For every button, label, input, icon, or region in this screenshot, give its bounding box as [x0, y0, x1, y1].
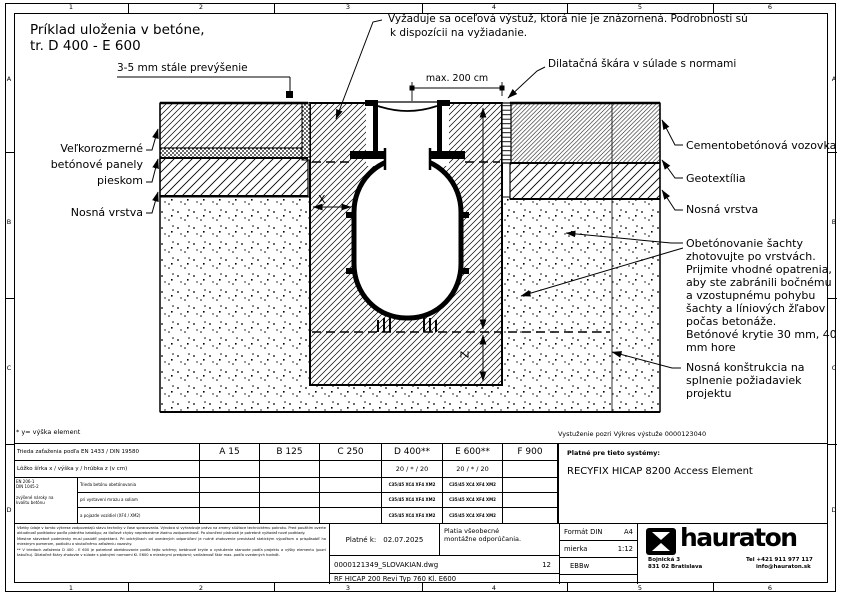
ruler-col: 2 — [198, 584, 204, 592]
label-geotextile: Geotextília — [686, 172, 746, 185]
label-base-right: Nosná vrstva — [686, 203, 759, 216]
dim-label-z: Z — [458, 350, 472, 359]
table-empty-cell — [260, 478, 320, 493]
company-contact — [746, 557, 813, 571]
table-empty-cell — [320, 493, 382, 508]
format-label: Formát DIN — [564, 528, 603, 536]
concrete-value-e600: C35/45 XC4 XF4 XM2 — [443, 478, 503, 493]
label-panels-line2: betónové panely — [50, 158, 143, 171]
concrete-standard-line2: DIN 1045-2 — [16, 484, 39, 489]
concrete-row-label: pri vystavení mrazu a soliam — [78, 493, 200, 508]
disclaimer-block — [14, 524, 330, 584]
table-empty-cell — [200, 508, 260, 524]
label-base-left: Nosná vrstva — [70, 206, 143, 219]
concrete-value-d400: C35/45 XC4 XF4 XM2 — [382, 493, 443, 508]
scale-label: mierka — [564, 545, 588, 553]
note-structure-line: Nosná konštrukcia na — [686, 361, 805, 374]
ruler-row: D — [831, 506, 837, 514]
ruler-row: A — [6, 75, 12, 83]
dim-label-x: X — [318, 193, 326, 206]
note-overhang: 3-5 mm stále prevýšenie — [117, 62, 248, 74]
ruler-row: C — [831, 364, 837, 372]
company-address — [648, 557, 702, 571]
ruler-col: 1 — [68, 584, 74, 592]
table-empty-cell — [260, 461, 320, 478]
ruler-row: D — [6, 506, 12, 514]
ruler-col: 5 — [637, 2, 643, 11]
format-cell — [560, 524, 638, 541]
note-surround-line: Obetónovanie šachty — [686, 237, 804, 250]
table-empty-cell — [503, 508, 558, 524]
drawing-title-line2: tr. D 400 - E 600 — [30, 38, 141, 54]
general-note-line1: Platia všeobecné — [444, 527, 500, 535]
disclaimer-paragraph: Miestne stavebné podmienky musí posúdiť projektant. Pri odchýlkach od uvedených odporúčaní je nutné zhotovenie preukázať statickým výpočtom a prispôsobiť ho miestnym pomerom, podložiu a skutočnému zaťaženiu vozovky. — [17, 537, 326, 546]
table-empty-cell — [503, 478, 558, 493]
ruler-col: 5 — [637, 584, 643, 592]
sheet-number: 12 — [542, 560, 551, 569]
note-surround-line: Prijmite vhodné opatrenia, — [686, 263, 832, 276]
hauraton-brand-name: hauraton — [680, 524, 797, 552]
ruler-col: 1 — [68, 2, 74, 11]
table-empty-cell — [260, 493, 320, 508]
label-road-right: Cementobetónová vozovka — [686, 139, 837, 152]
note-dilatation-joint: Dilatačná škára v súlade s normami — [548, 58, 737, 70]
concrete-req-line2: kvalitu betónu — [16, 500, 45, 505]
note-surround-line: počas betonáže. — [686, 315, 777, 328]
concrete-req-line1: zvýšené nároky na — [16, 495, 54, 500]
label-panels-line1: Veľkorozmerné — [60, 142, 143, 155]
validity-date-cell — [330, 524, 440, 556]
ruler-col: 6 — [767, 584, 773, 592]
general-note-line2: montážne odporúčania. — [444, 535, 522, 543]
drawing-file-name: 0000121349_SLOVAKIAN.dwg — [334, 560, 439, 569]
concrete-standard-line1: EN 206-1 — [16, 479, 35, 484]
ruler-col: 3 — [345, 2, 351, 11]
scale-value: 1:12 — [617, 545, 633, 553]
ruler-col: 4 — [491, 584, 497, 592]
load-class-c250: C 250 — [320, 444, 382, 461]
table-class-row-label: Trieda zaťaženia podľa EN 1433 / DIN 19580 — [14, 444, 200, 461]
valid-systems-heading: Platné pre tieto systémy: — [567, 449, 660, 457]
company-block — [638, 524, 828, 584]
table-empty-cell — [503, 493, 558, 508]
concrete-standard-cell — [14, 478, 78, 524]
note-structure-line: projektu — [686, 387, 732, 400]
table-empty-cell — [503, 461, 558, 478]
company-email: info@hauraton.sk — [756, 564, 811, 570]
reinforcement-drawing-ref: Vystuženie pozri Výkres výstuže 0000123040 — [558, 430, 707, 438]
note-surround-line: zhotovujte po vrstvách. — [686, 250, 816, 263]
concrete-value-d400: C35/45 XC4 XF4 XM2 — [382, 478, 443, 493]
load-class-a15: A 15 — [200, 444, 260, 461]
ruler-col: 4 — [491, 2, 497, 11]
load-class-table — [14, 443, 828, 523]
bedding-value-d400: 20 / * / 20 — [382, 461, 443, 478]
load-class-b125: B 125 — [260, 444, 320, 461]
note-surround-line: a vzostupnému pohybu — [686, 289, 816, 302]
note-steel-line2: k dispozícii na vyžiadanie. — [390, 27, 528, 39]
note-structure-line: splnenie požiadaviek — [686, 374, 802, 387]
bedding-value-e600: 20 / * / 20 — [443, 461, 503, 478]
disclaimer-paragraph: ** V triedach zaťaženia D 400 - E 600 je potrebné obetónovanie podľa tejto schémy; betónové krytie a vystuženie stanovte podľa projektu a výšky elementu (pozri tabuľku). Dilatačné škáry zhotovte v súlade s platnými normami Kl. E600 a miestnymi predpismi; vzdialenosť škár max. podľa uvedených hodnôt. — [17, 548, 326, 557]
load-class-d400: D 400** — [382, 444, 443, 461]
validity-date-value: 02.07.2025 — [383, 535, 424, 544]
dim-label-y: Y — [459, 211, 473, 218]
ruler-row: C — [6, 364, 12, 372]
dim-max-spacing: max. 200 cm — [425, 73, 489, 84]
table-bedding-row-label: Lôžko šírka x / výška y / hrúbka z (v cm) — [14, 461, 200, 478]
concrete-row-label: Trieda betónu obetónovania — [78, 478, 200, 493]
ruler-row: A — [831, 75, 837, 83]
table-empty-cell — [320, 508, 382, 524]
ruler-col: 3 — [345, 584, 351, 592]
ruler-row: B — [6, 218, 12, 226]
concrete-value-e600: C35/45 XC4 XF4 XM2 — [443, 493, 503, 508]
company-address-line1: Bojnická 3 — [648, 557, 681, 563]
drawing-title-line1: Príklad uloženia v betóne, — [30, 22, 205, 38]
ruler-col: 2 — [198, 2, 204, 11]
product-designation: RF HICAP 200 Revi Typ 760 Kl. E600 — [330, 574, 560, 584]
concrete-value-d400: C35/45 XC4 XF4 XM2 — [382, 508, 443, 524]
title-block — [14, 523, 828, 583]
load-class-f900: F 900 — [503, 444, 558, 461]
company-address-line2: 831 02 Bratislava — [648, 564, 703, 570]
footnote-height: * y= výška element — [16, 428, 81, 436]
note-steel-line1: Vyžaduje sa oceľová výstuž, ktorá nie je znázornená. Podrobnosti sú — [388, 13, 748, 25]
table-empty-cell — [320, 461, 382, 478]
company-phone: Tel +421 911 977 117 — [746, 557, 813, 563]
note-surround-line: mm hore — [686, 341, 736, 354]
validity-date-label: Platné k: — [345, 535, 377, 544]
format-value: A4 — [624, 528, 633, 536]
hauraton-logo-icon — [646, 528, 676, 555]
valid-systems-box — [558, 444, 828, 524]
scale-cell — [560, 541, 638, 558]
table-empty-cell — [320, 478, 382, 493]
table-empty-cell — [200, 493, 260, 508]
disclaimer-paragraph: Všetky údaje v tomto výkrese zodpovedajú stavu techniky v čase spracovania. Výrobca si vyhradzuje právo na zmeny slúžiace technickému pokroku. Pred použitím overte aktuálnosť podkladov podľa platného katalógu; za tlačové chyby nepreberáme žiadnu zodpovednosť. Po ukončení platnosti je potrebné vyžiadať nové podklady. — [17, 526, 326, 535]
valid-system-name: RECYFIX HICAP 8200 Access Element — [567, 466, 753, 477]
author-initials: EBBw — [560, 558, 638, 575]
empty-title-cell — [560, 575, 638, 584]
ruler-row: B — [831, 218, 837, 226]
general-note-cell — [440, 524, 560, 556]
table-empty-cell — [200, 461, 260, 478]
concrete-row-label: a pojazde vozidiel (XF4 / XM2) — [78, 508, 200, 524]
file-row — [330, 556, 560, 574]
table-empty-cell — [260, 508, 320, 524]
concrete-value-e600: C35/45 XC4 XF4 XM2 — [443, 508, 503, 524]
note-surround-line: aby ste zabránili bočnému — [686, 276, 832, 289]
table-empty-cell — [200, 478, 260, 493]
note-surround-line: šachty a líniových žľabov — [686, 302, 826, 315]
note-surround-line: Betónové krytie 30 mm, 40 — [686, 328, 837, 341]
label-panels-line3: pieskom — [97, 174, 143, 187]
ruler-col: 6 — [767, 2, 773, 11]
load-class-e600: E 600** — [443, 444, 503, 461]
